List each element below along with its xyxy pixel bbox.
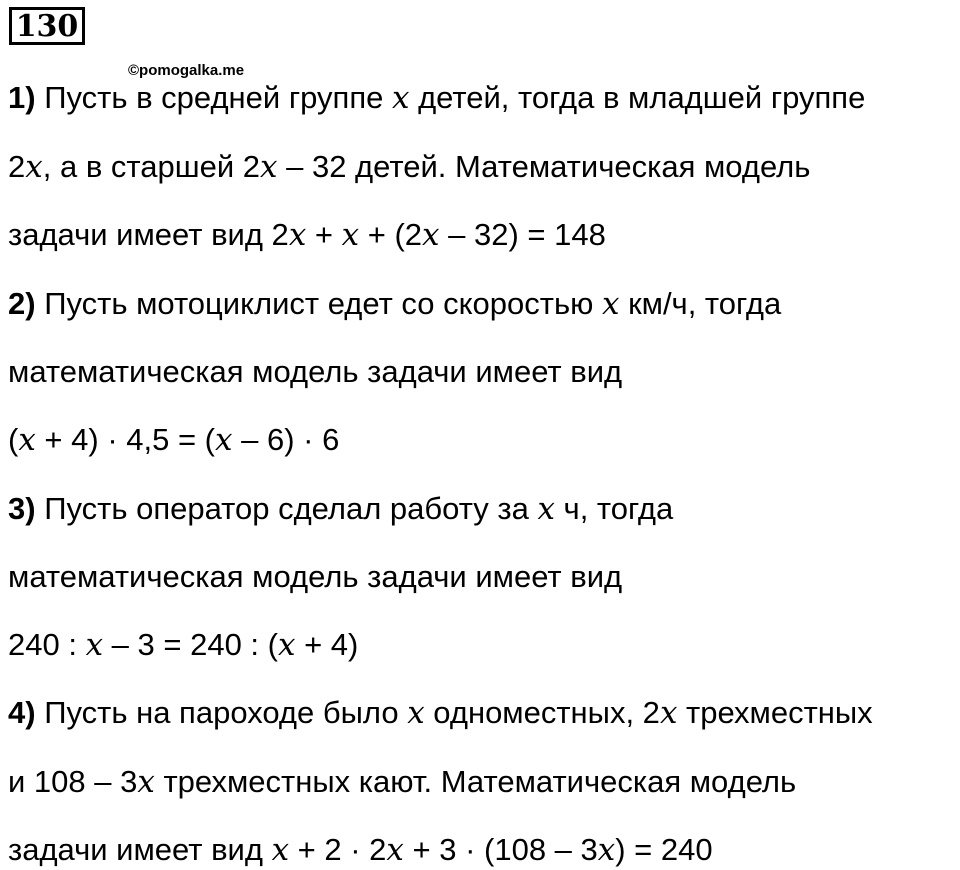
- variable-x: 𝑥: [597, 832, 616, 868]
- variable-x: 𝑥: [18, 422, 36, 458]
- text-segment: +: [306, 217, 342, 252]
- variable-x: 𝑥: [288, 217, 307, 253]
- solution-line: [8, 557, 622, 597]
- item-number: 1): [8, 80, 36, 115]
- variable-x: 𝑥: [271, 832, 290, 868]
- variable-x: 𝑥: [25, 149, 43, 185]
- text-segment: математическая модель задачи имеет вид: [8, 354, 623, 389]
- text-segment: трехместных кают. Математическая модель: [154, 764, 797, 799]
- text-segment: (: [8, 422, 19, 457]
- text-segment: Пусть мотоциклист едет со скоростью: [35, 286, 602, 321]
- variable-x: 𝑥: [341, 217, 360, 253]
- variable-x: 𝑥: [260, 149, 278, 185]
- solution-line: [8, 762, 796, 802]
- text-segment: задачи имеет вид 2: [8, 217, 289, 252]
- solution-line: [8, 625, 358, 665]
- variable-x: 𝑥: [386, 832, 404, 868]
- solution-line: [8, 693, 873, 733]
- variable-x: 𝑥: [137, 764, 155, 800]
- solution-line: [8, 284, 781, 324]
- text-segment: км/ч, тогда: [619, 286, 782, 321]
- watermark: ©pomogalka.me: [128, 62, 245, 79]
- variable-x: 𝑥: [391, 80, 410, 116]
- solution-line: [8, 78, 865, 118]
- text-segment: Пусть в средней группе: [35, 80, 392, 115]
- problem-number-box: 130: [9, 7, 85, 45]
- variable-x: 𝑥: [407, 695, 425, 731]
- text-segment: + 4) · 4,5 = (: [35, 422, 216, 457]
- text-segment: + 4): [295, 627, 359, 662]
- variable-x: 𝑥: [659, 695, 678, 731]
- text-segment: – 6) · 6: [232, 422, 340, 457]
- variable-x: 𝑥: [277, 627, 296, 663]
- solution-line: [8, 352, 622, 392]
- solution-line: [8, 215, 606, 255]
- item-number: 3): [8, 491, 36, 526]
- item-number: 4): [8, 695, 36, 730]
- solution-line: [8, 830, 713, 870]
- text-segment: ч, тогда: [554, 491, 674, 526]
- text-segment: Пусть оператор сделал работу за: [35, 491, 538, 526]
- solution-line: [8, 420, 339, 460]
- text-segment: ) = 240: [615, 832, 713, 867]
- text-segment: – 32 детей. Математическая модель: [277, 149, 811, 184]
- text-segment: , а в старшей 2: [42, 149, 261, 184]
- text-segment: Пусть на пароходе было: [35, 695, 408, 730]
- text-segment: математическая модель задачи имеет вид: [8, 559, 623, 594]
- text-segment: + 3 · (108 – 3: [403, 832, 598, 867]
- variable-x: 𝑥: [422, 217, 440, 253]
- item-number: 2): [8, 286, 36, 321]
- variable-x: 𝑥: [537, 491, 555, 527]
- text-segment: задачи имеет вид: [8, 832, 272, 867]
- text-segment: + 2 · 2: [289, 832, 387, 867]
- text-segment: детей, тогда в младшей группе: [409, 80, 866, 115]
- variable-x: 𝑥: [215, 422, 233, 458]
- variable-x: 𝑥: [601, 286, 620, 322]
- variable-x: 𝑥: [85, 627, 104, 663]
- solution-line: [8, 147, 810, 187]
- text-segment: 2: [8, 149, 26, 184]
- text-segment: – 32) = 148: [439, 217, 606, 252]
- text-segment: трехместных: [677, 695, 873, 730]
- text-segment: 240 :: [8, 627, 86, 662]
- text-segment: + (2: [359, 217, 423, 252]
- text-segment: – 3 = 240 : (: [103, 627, 278, 662]
- solution-line: [8, 489, 673, 529]
- text-segment: одноместных, 2: [424, 695, 660, 730]
- text-segment: и 108 – 3: [8, 764, 138, 799]
